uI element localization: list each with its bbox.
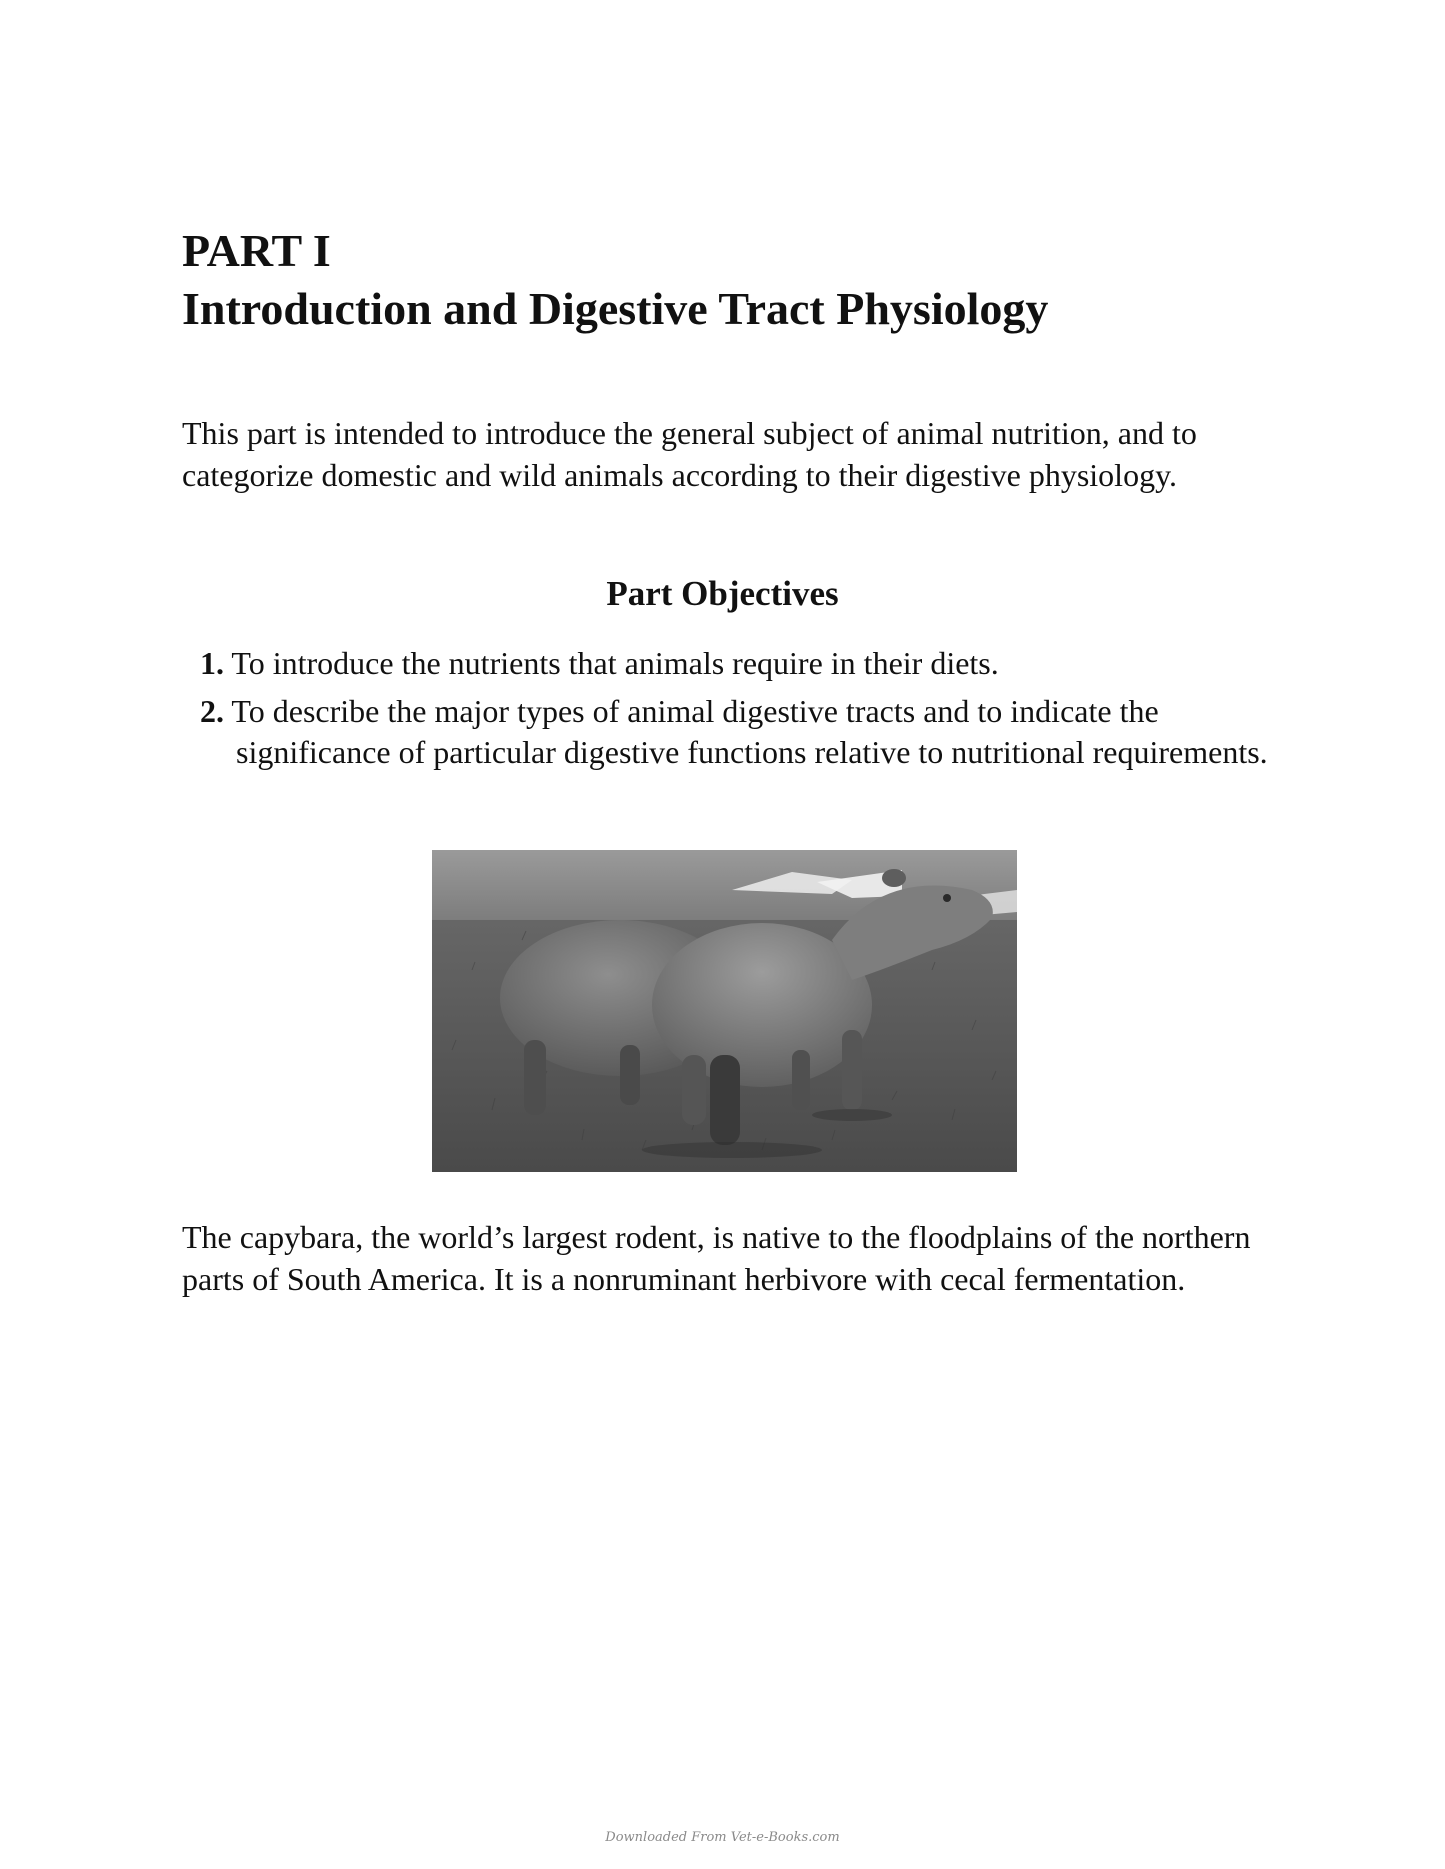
objective-number: 2. [200,693,224,729]
objective-text: To describe the major types of animal digestive tracts and to indicate the significance of particular digestive functions relative to nutritional requirements. [231,693,1268,770]
objectives-title: Part Objectives [606,574,839,613]
objective-number: 1. [200,645,224,681]
capybara-photo-illustration [432,850,1017,1172]
objective-text: To introduce the nutrients that animals require in their diets. [231,645,999,681]
part-title: Introduction and Digestive Tract Physiology [182,283,1049,334]
watermark: Downloaded From Vet-e-Books.com [605,1830,840,1845]
objectives-list [190,643,1290,780]
figure-caption: The capybara, the world’s largest rodent, is native to the floodplains of the northern parts of South America. It is a nonruminant herbivore with cecal fermentation. [182,1219,1251,1297]
intro-paragraph: This part is intended to introduce the general subject of animal nutrition, and to categorize domestic and wild animals according to their digestive physiology. [182,415,1197,493]
capybara-photo [432,850,1017,1172]
objective-item [190,691,1290,773]
objective-item [190,643,1290,684]
part-heading [182,222,1048,338]
part-label: PART I [182,225,331,276]
